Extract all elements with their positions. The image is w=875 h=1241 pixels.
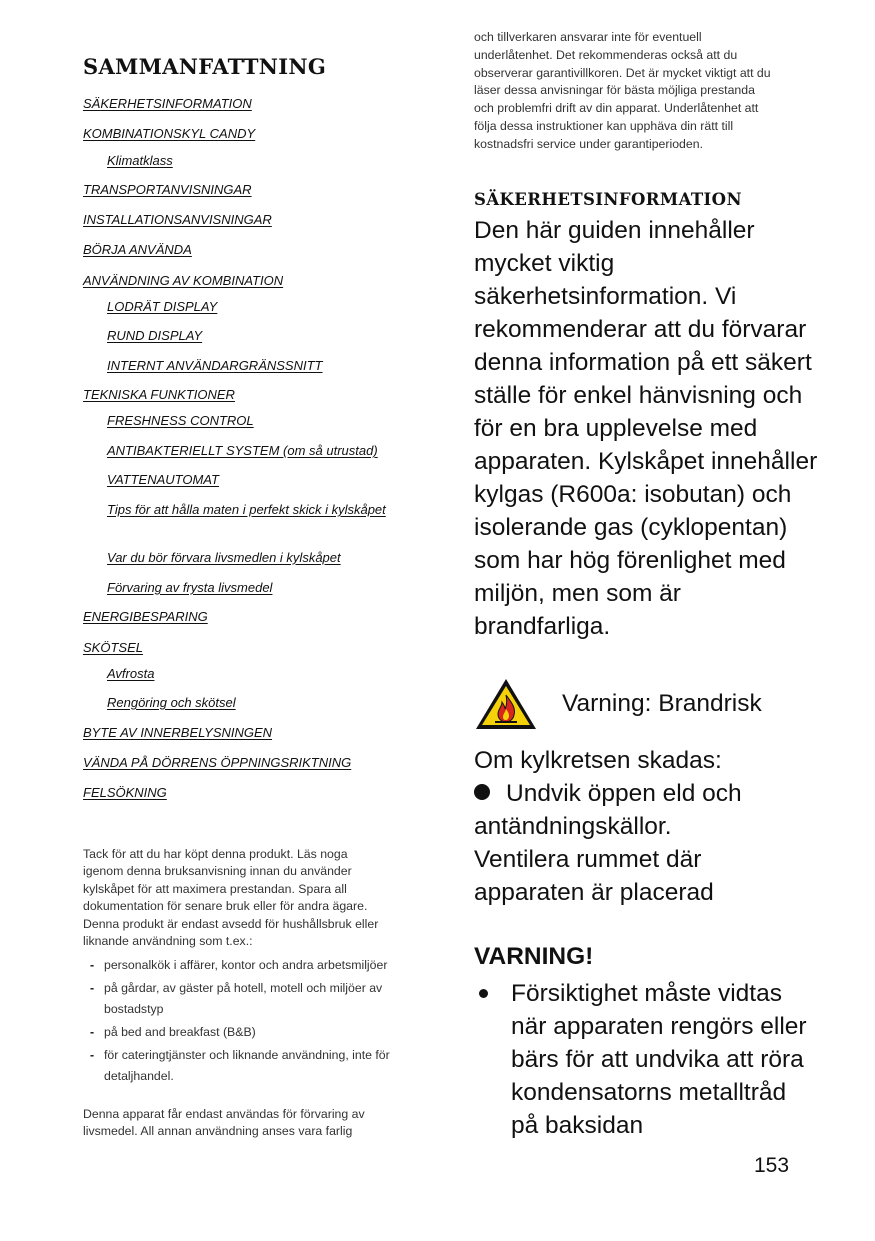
list-item: - på gårdar, av gäster på hotell, motell och miljöer av bostadstyp: [90, 978, 410, 1020]
toc-link-freshness-control[interactable]: FRESHNESS CONTROL: [107, 413, 254, 428]
page-number: 153: [754, 1154, 790, 1177]
circuit-heading: Om kylkretsen skadas:: [474, 747, 722, 774]
list-item: Försiktighet måste vidtas när apparaten rengörs eller bärs för att undvika att röra kondensatorns metalltråd på baksidan: [474, 977, 814, 1142]
flammable-warning-icon: [474, 677, 538, 731]
toc-link-borja-anvanda[interactable]: BÖRJA ANVÄNDA: [83, 242, 192, 257]
safety-paragraph: Den här guiden innehåller mycket viktig säkerhetsinformation. Vi rekommenderar att du förvarar denna information på ett säkert ställe för enkel hänvisning och för en bra upplevelse med apparaten. Kylskåpet innehåller kylgas (R600a: isobutan) och isolerande gas (cyklopentan) som har hög förenlighet med miljön, men som är brandfarliga.: [474, 217, 818, 640]
toc-link-var-forvara-livsmedlen[interactable]: Var du bör förvara livsmedlen i kylskåpet: [107, 550, 341, 565]
toc-link-tips-hall-maten[interactable]: Tips för att hålla maten i perfekt skick i kylskåpet: [107, 502, 386, 517]
fire-warning: [474, 677, 794, 731]
outro-paragraph: Denna apparat får endast användas för förvaring av livsmedel. All annan användning anses vara farlig: [83, 1107, 365, 1139]
toc-link-klimatklass[interactable]: Klimatklass: [107, 153, 173, 168]
toc-link-kombinationskyl-candy[interactable]: KOMBINATIONSKYL CANDY: [83, 126, 256, 141]
toc-link-vanda-dorrens[interactable]: VÄNDA PÅ DÖRRENS ÖPPNINGSRIKTNING: [83, 755, 352, 770]
dash-marker: -: [90, 958, 95, 972]
toc-link-lodrat-display[interactable]: LODRÄT DISPLAY: [107, 299, 218, 314]
toc-link-rengoring-skotsel[interactable]: Rengöring och skötsel: [107, 695, 236, 710]
varning-title: VARNING!: [474, 943, 594, 970]
refrigerant-circuit-block: [474, 744, 814, 909]
toc-link-rund-display[interactable]: RUND DISPLAY: [107, 328, 203, 343]
toc-link-vattenautomat[interactable]: VATTENAUTOMAT: [107, 472, 219, 487]
dash-marker: -: [90, 981, 95, 995]
warranty-paragraph: och tillverkaren ansvarar inte för eventuell underlåtenhet. Det rekommenderas också att du observerar garantivillkoren. Det är mycket viktigt att du läser dessa anvisningar för bästa möjliga prestanda och problemfri drift av din apparat. Underlåtenhet att följa dessa instruktioner kan upphäva din rätt till kostnadsfri service under garantiperioden.: [474, 30, 771, 151]
toc-link-forvaring-frysta[interactable]: Förvaring av frysta livsmedel: [107, 580, 273, 595]
toc-link-byte-innerbelysning[interactable]: BYTE AV INNERBELYSNINGEN: [83, 725, 273, 740]
toc-link-anvandning-av-kombination[interactable]: ANVÄNDNING AV KOMBINATION: [83, 273, 284, 288]
intended-use-list: [90, 955, 410, 1089]
toc-link-avfrosta[interactable]: Avfrosta: [107, 666, 155, 681]
toc-link-energibesparing[interactable]: ENERGIBESPARING: [83, 609, 208, 624]
toc-link-skotsel[interactable]: SKÖTSEL: [83, 640, 143, 655]
list-item: - för cateringtjänster och liknande användning, inte för detaljhandel.: [90, 1045, 410, 1087]
toc-link-tekniska-funktioner[interactable]: TEKNISKA FUNKTIONER: [83, 387, 235, 402]
intro-paragraph: Tack för att du har köpt denna produkt. Läs noga igenom denna bruksanvisning innan du använder kylskåpet för att maximera prestandan. Spara all dokumentation för senare bruk eller för andra ägare. Denna produkt är endast avsedd för hushållsbruk eller liknande användning som t.ex.:: [83, 847, 379, 949]
section-heading: SÄKERHETSINFORMATION: [474, 190, 742, 209]
list-item: - på bed and breakfast (B&B): [90, 1022, 410, 1043]
bullet-icon: [474, 784, 490, 800]
warning-label: Varning: Brandrisk: [562, 690, 762, 717]
toc-link-sakerhetsinformation[interactable]: SÄKERHETSINFORMATION: [83, 96, 252, 111]
circuit-text: Ventilera rummet där apparaten är placerad: [474, 846, 714, 906]
toc-link-antibakteriellt-system[interactable]: ANTIBAKTERIELLT SYSTEM (om så utrustad): [107, 443, 378, 458]
toc-link-transportanvisningar[interactable]: TRANSPORTANVISNINGAR: [83, 182, 252, 197]
toc-title: SAMMANFATTNING: [83, 54, 327, 79]
circuit-bullet: Undvik öppen eld och antändningskällor.: [474, 780, 742, 840]
varning-list: [474, 977, 814, 1142]
toc-link-installationsanvisningar[interactable]: INSTALLATIONSANVISNINGAR: [83, 212, 272, 227]
toc-link-internt-anvandargranssnitt[interactable]: INTERNT ANVÄNDARGRÄNSSNITT: [107, 358, 323, 373]
list-item: - personalkök i affärer, kontor och andra arbetsmiljöer: [90, 955, 410, 976]
dash-marker: -: [90, 1025, 95, 1039]
dash-marker: -: [90, 1048, 95, 1062]
toc-link-felsokning[interactable]: FELSÖKNING: [83, 785, 167, 800]
